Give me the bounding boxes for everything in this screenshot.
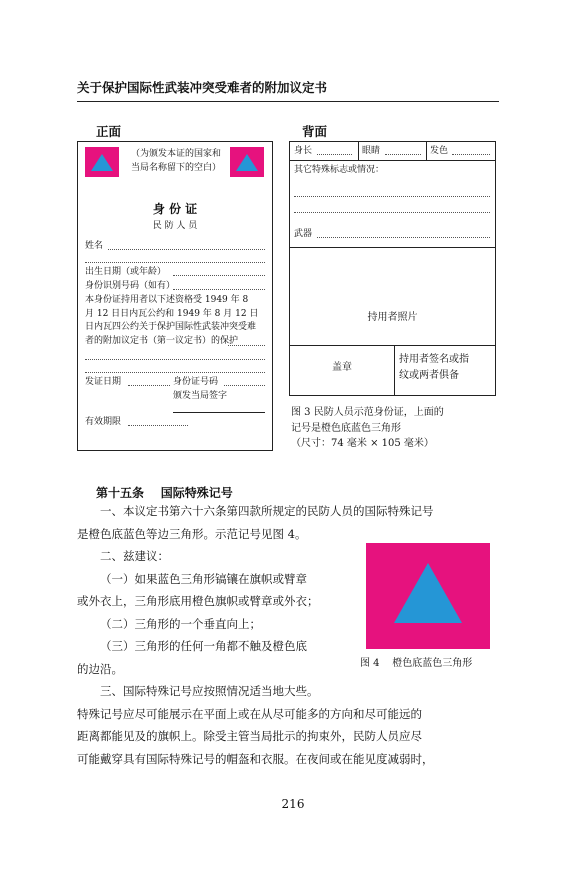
id-card-back xyxy=(289,141,496,396)
id-number-field xyxy=(173,289,265,290)
issuer-note-line2: 当局名称留下的空白） xyxy=(130,162,221,173)
para-line: 本身份证持用者以下述资格受 1949 年 8 xyxy=(85,295,249,305)
card-title: 身 份 证 xyxy=(152,202,198,216)
body-line: 距离都能见及的旗帜上。除受主管当局批示的拘束外，民防人员应尽 xyxy=(77,729,422,743)
body-line: 二、兹建议： xyxy=(100,549,169,563)
running-title: 关于保护国际性武装冲突受难者的附加议定书 xyxy=(77,80,328,95)
body-line: 是橙色底蓝色等边三角形。示范记号见图 4。 xyxy=(77,526,307,541)
triangle-icon xyxy=(394,563,462,623)
birth-label: 出生日期（或年龄） xyxy=(85,267,167,277)
id-number-label: 身份识别号码（如有） xyxy=(85,281,176,291)
figure-3-caption xyxy=(291,405,501,452)
triangle-icon xyxy=(91,154,113,171)
special-marks-label: 其它特殊标志或情况： xyxy=(294,165,385,175)
issue-date-field xyxy=(128,385,170,386)
eyes-label: 眼睛 xyxy=(362,146,381,156)
holder-signature-label xyxy=(399,352,494,384)
article-heading: 第十五条 国际特殊记号 xyxy=(96,486,233,500)
divider xyxy=(358,142,359,160)
height-field xyxy=(317,154,352,155)
name-label: 姓名 xyxy=(85,241,104,251)
body-line: 的边沿。 xyxy=(77,661,123,676)
page-number: 216 xyxy=(281,797,305,811)
divider xyxy=(290,160,495,161)
figure-4-emblem xyxy=(366,543,490,649)
blank-line xyxy=(85,372,265,373)
caption-line: （尺寸：74 毫米 × 105 毫米） xyxy=(291,438,434,449)
divider xyxy=(394,345,395,395)
special-marks-field xyxy=(294,212,490,213)
name-field-line2 xyxy=(85,262,265,263)
blank-line xyxy=(85,359,265,360)
stamp-label: 盖章 xyxy=(332,362,352,373)
photo-placeholder: 持用者照片 xyxy=(367,312,418,323)
eyes-field xyxy=(385,154,421,155)
sig-line: 持用者签名或指 xyxy=(399,354,469,365)
back-label: 背面 xyxy=(302,124,328,139)
divider xyxy=(290,247,495,248)
body-line: 特殊记号应尽可能展示在平面上或在从尽可能多的方向和尽可能远的 xyxy=(77,706,422,721)
body-line: （三）三角形的任何一角都不触及橙色底 xyxy=(100,639,307,653)
header-rule xyxy=(77,101,499,102)
body-line: 或外衣上，三角形底用橙色旗帜或臂章或外衣； xyxy=(77,594,319,608)
front-label: 正面 xyxy=(96,124,122,139)
triangle-icon xyxy=(236,154,258,171)
height-label: 身长 xyxy=(294,146,313,156)
special-marks-field xyxy=(294,196,490,197)
para-line: 月 12 日日内瓦公约和 1949 年 8 月 12 日 xyxy=(85,308,259,319)
sig-line: 纹或两者俱备 xyxy=(399,370,459,381)
divider xyxy=(426,142,427,160)
front-right-emblem xyxy=(230,147,264,177)
body-line: 一、本议定书第六十六条第四款所规定的民防人员的国际特殊记号 xyxy=(100,504,434,518)
validity-label: 有效期限 xyxy=(85,417,122,427)
issuer-note-line1: （为颁发本证的国家和 xyxy=(130,149,221,159)
body-line: （二）三角形的一个垂直向上； xyxy=(100,616,261,631)
capacity-field xyxy=(228,345,265,346)
hair-field xyxy=(452,154,490,155)
birth-field xyxy=(173,275,265,276)
caption-line: 记号是橙色底蓝色三角形 xyxy=(291,422,401,434)
name-field xyxy=(108,249,265,250)
para-line: 者的附加议定书（第一议定书）的保护 xyxy=(85,335,239,346)
id-card-front xyxy=(77,141,273,451)
authority-signature-label: 颁发当局签字 xyxy=(173,391,228,401)
validity-field xyxy=(128,425,188,426)
card-number-label: 身份证号码 xyxy=(173,377,219,387)
body-line: 三、国际特殊记号应按照情况适当地大些。 xyxy=(100,684,319,698)
para-line: 日内瓦四公约关于保护国际性武装冲突受难 xyxy=(85,322,257,332)
front-left-emblem xyxy=(85,147,119,177)
protection-paragraph xyxy=(85,294,270,348)
issue-date-label: 发证日期 xyxy=(85,377,122,387)
card-subtitle: 民 防 人 员 xyxy=(152,221,198,231)
signature-line xyxy=(173,412,265,413)
figure-4-caption: 图 4 橙色底蓝色三角形 xyxy=(360,658,473,669)
body-line: （一）如果蓝色三角形镐镶在旗帜或臂章 xyxy=(100,571,307,586)
body-line: 可能戴穿具有国际特殊记号的帽盔和衣服。在夜间或在能见度减弱时， xyxy=(77,751,434,766)
hair-label: 发色 xyxy=(430,146,449,156)
issuer-note xyxy=(124,148,228,175)
weapons-label: 武器 xyxy=(294,229,313,239)
weapons-field xyxy=(317,237,490,238)
caption-line: 图 3 民防人员示范身份证，上面的 xyxy=(291,407,444,418)
card-number-field xyxy=(224,385,265,386)
divider xyxy=(290,345,495,346)
